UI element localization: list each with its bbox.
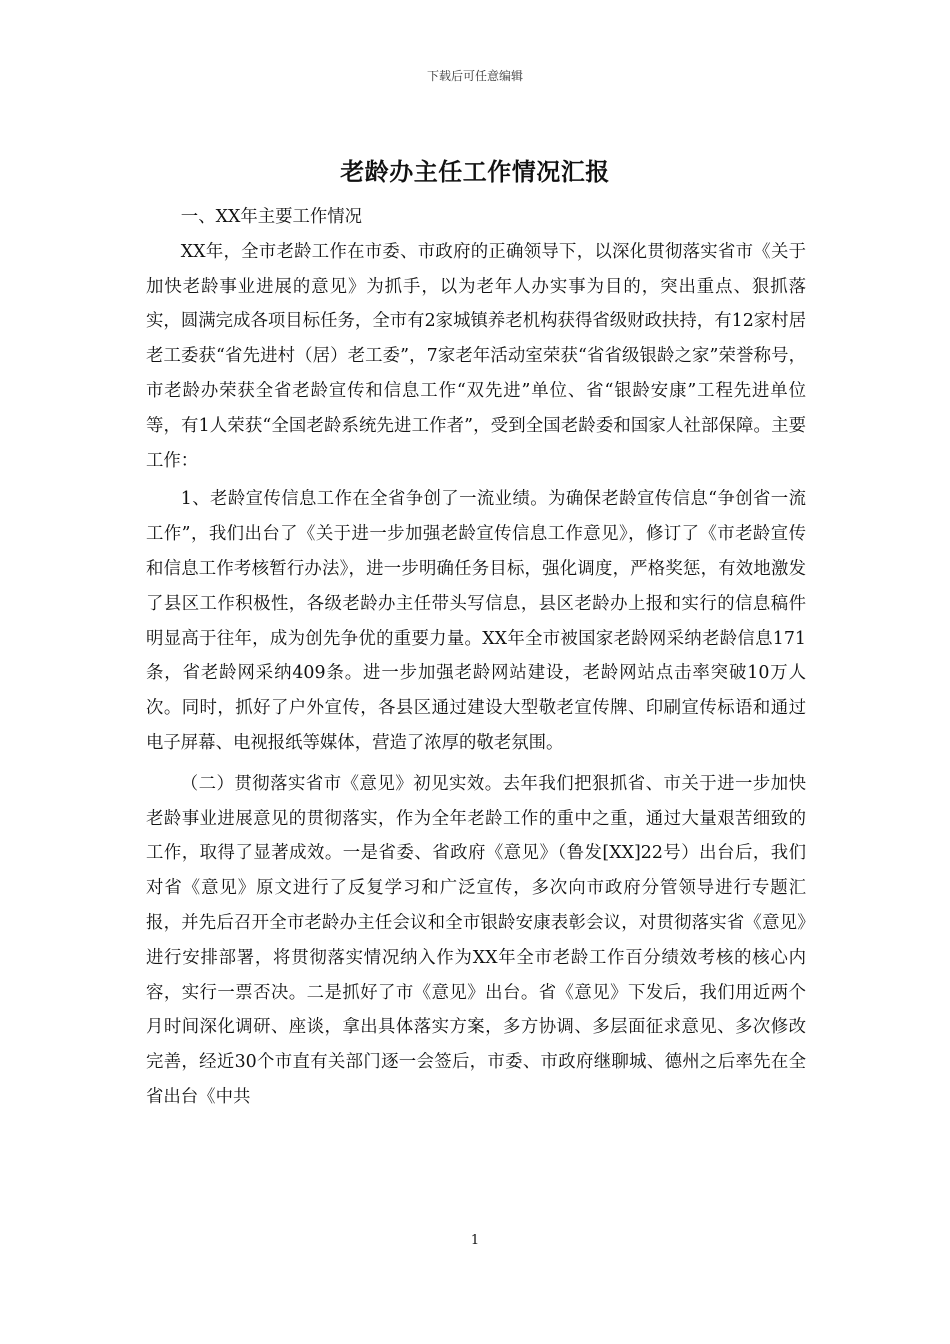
paragraph-2: 1、老龄宣传信息工作在全省争创了一流业绩。为确保老龄宣传信息“争创省一流工作”，我们出台了《关于进一步加强老龄宣传信息工作意见》，修订了《市老龄宣传和信息工作考核暂行办法》，进一步明确任务目标，强化调度，严格奖惩，有效地激发了县区工作积极性，各级老龄办主任带头写信息，县区老龄办上报和实行的信息稿件明显高于往年，成为创先争优的重要力量。XX年全市被国家老龄网采纳老龄信息171条，省老龄网采纳409条。进一步加强老龄网站建设，老龄网站点击率突破10万人次。同时，抓好了户外宣传，各县区通过建设大型敬老宣传牌、印刷宣传标语和通过电子屏幕、电视报纸等媒体，营造了浓厚的敬老氛围。 — [146, 489, 806, 753]
page-header-note: 下载后可任意编辑 — [426, 69, 523, 83]
document-body — [146, 200, 806, 1115]
document-title: 老龄办主任工作情况汇报 — [340, 158, 610, 186]
page-number: 1 — [470, 1233, 480, 1248]
paragraph-1: XX年，全市老龄工作在市委、市政府的正确领导下，以深化贯彻落实省市《关于加快老龄事业进展的意见》为抓手，以为老年人办实事为目的，突出重点、狠抓落实，圆满完成各项目标任务，全市有2家城镇养老机构获得省级财政扶持，有12家村居老工委获“省先进村（居）老工委”，7家老年活动室荣获“省省级银龄之家”荣誉称号，市老龄办荣获全省老龄宣传和信息工作“双先进”单位、省“银龄安康”工程先进单位等，有1人荣获“全国老龄系统先进工作者”，受到全国老龄委和国家人社部保障。主要工作： — [146, 241, 806, 471]
paragraph-3: （二）贯彻落实省市《意见》初见实效。去年我们把狠抓省、市关于进一步加快老龄事业进展意见的贯彻落实，作为全年老龄工作的重中之重，通过大量艰苦细致的工作，取得了显著成效。一是省委、省政府《意见》（鲁发[XX]22号）出台后，我们对省《意见》原文进行了反复学习和广泛宣传，多次向市政府分管领导进行专题汇报，并先后召开全市老龄办主任会议和全市银龄安康表彰会议，对贯彻落实省《意见》进行安排部署，将贯彻落实情况纳入作为XX年全市老龄工作百分绩效考核的核心内容，实行一票否决。二是抓好了市《意见》出台。省《意见》下发后，我们用近两个月时间深化调研、座谈，拿出具体落实方案，多方协调、多层面征求意见、多次修改完善，经近30个市直有关部门逐一会签后，市委、市政府继聊城、德州之后率先在全省出台《中共 — [146, 773, 806, 1107]
section-heading: 一、XX年主要工作情况 — [180, 207, 363, 227]
